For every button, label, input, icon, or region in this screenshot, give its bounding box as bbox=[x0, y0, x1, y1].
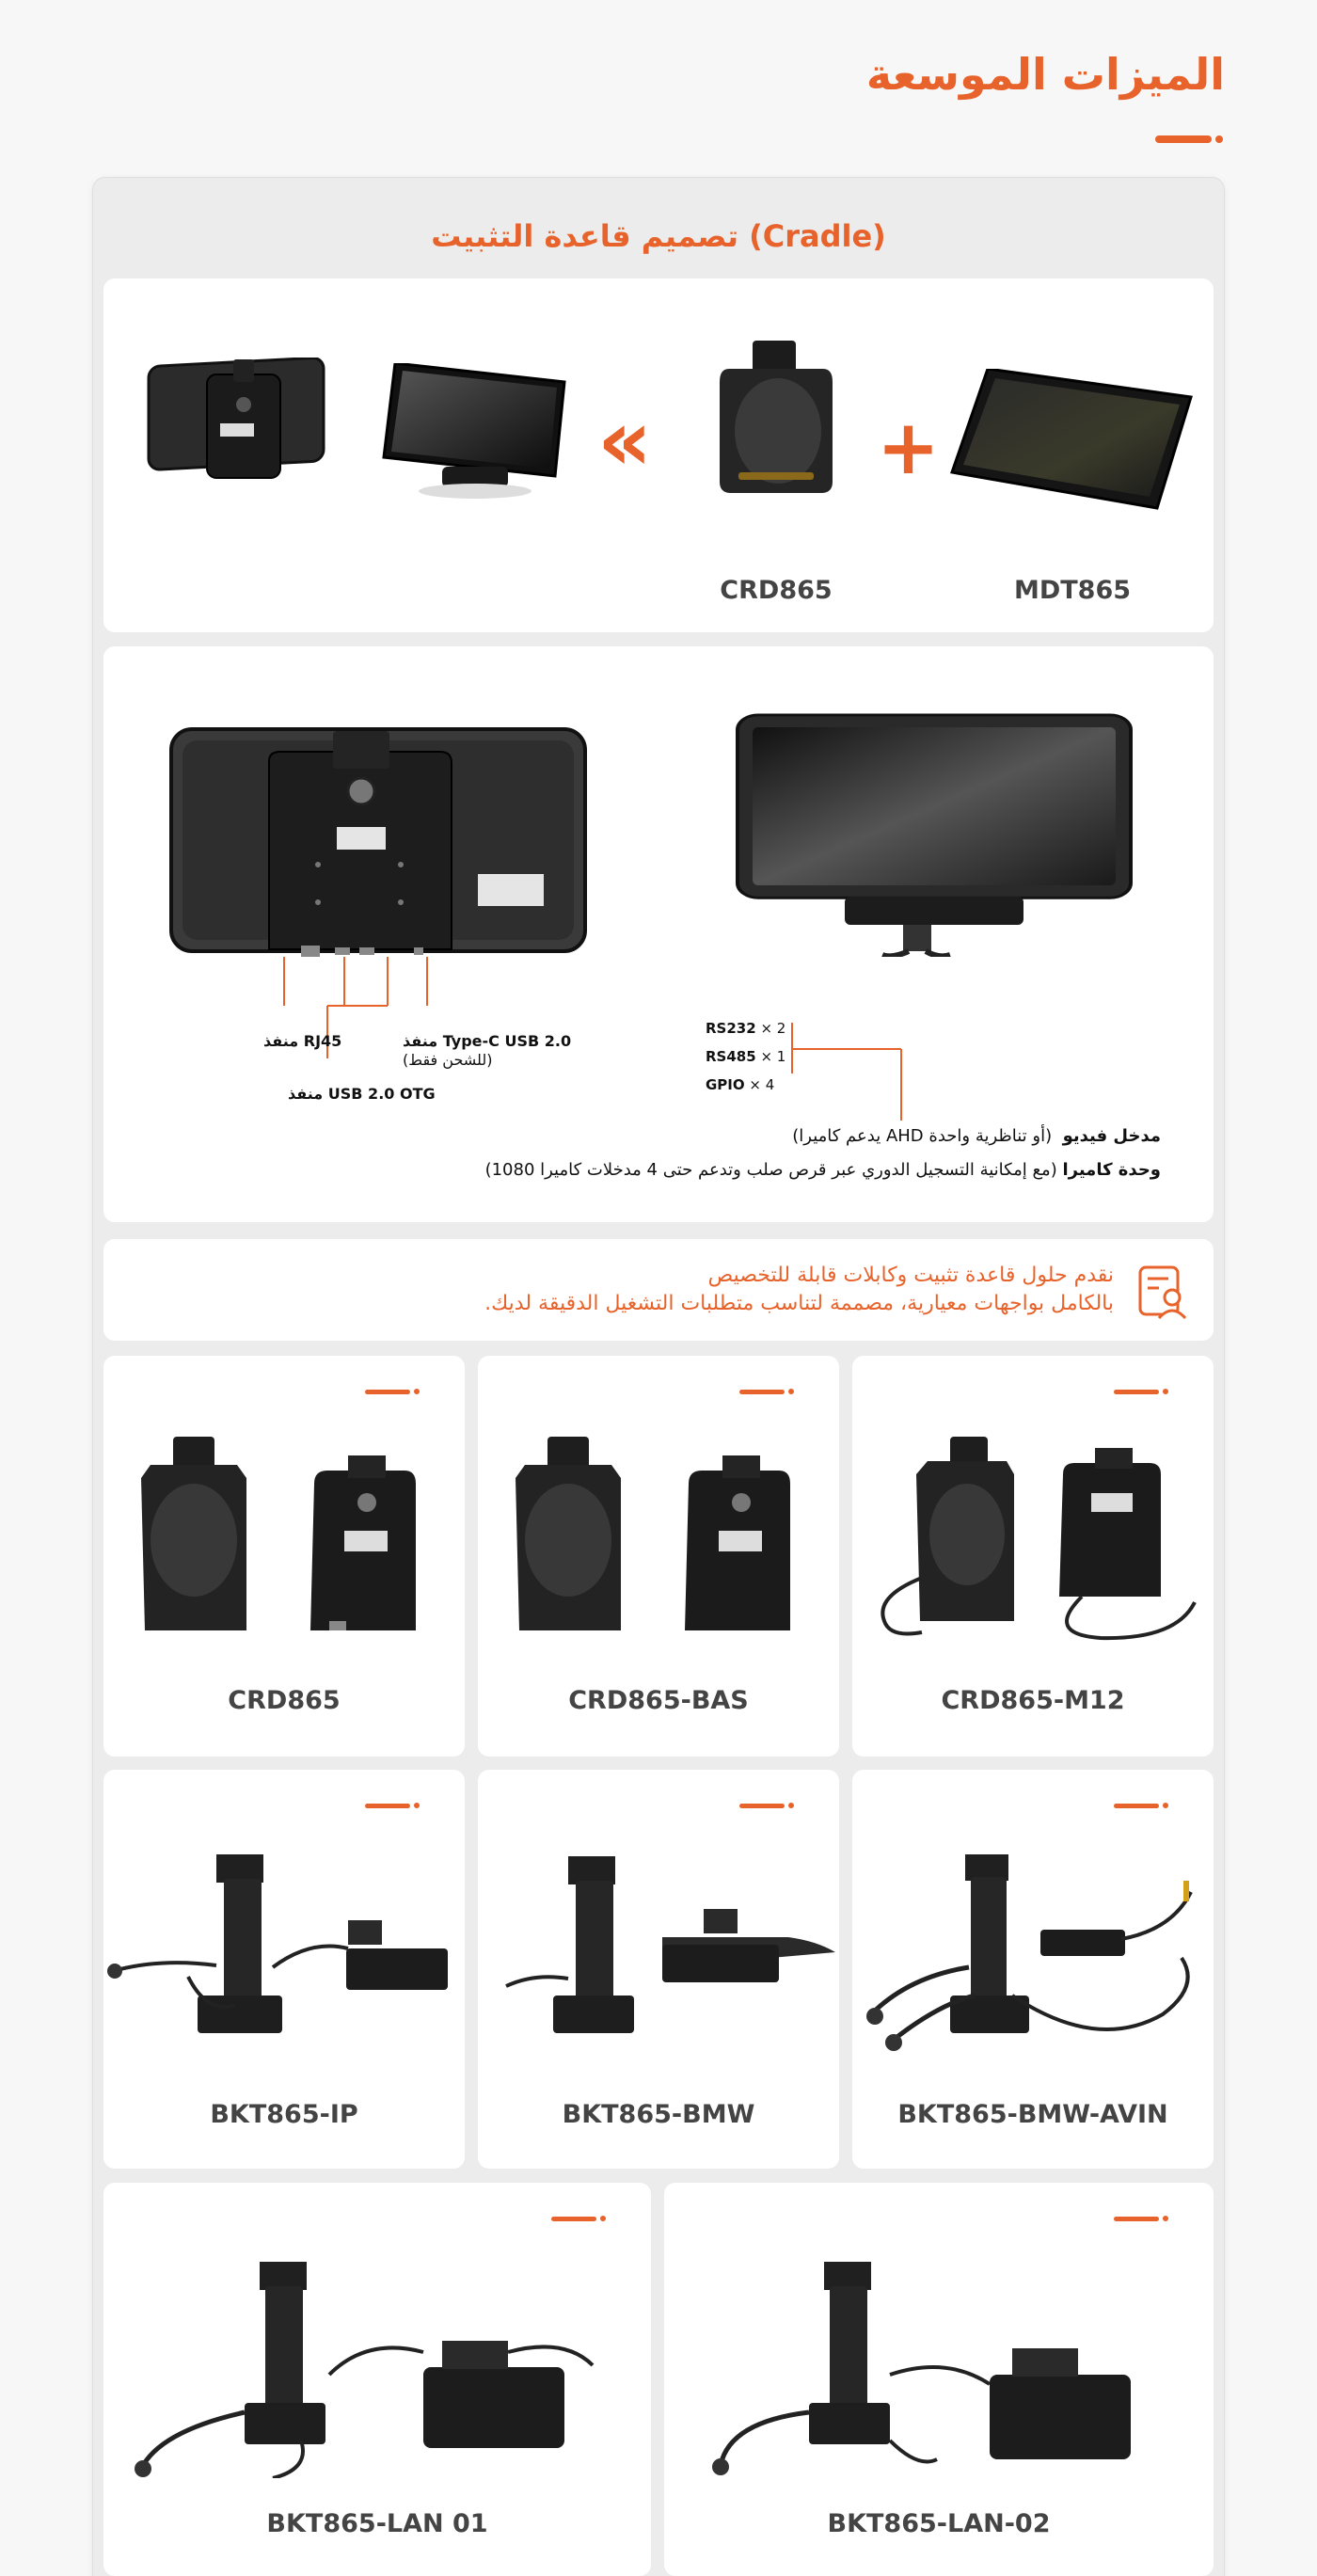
card-accent bbox=[1114, 2216, 1168, 2221]
card-accent bbox=[1114, 1803, 1168, 1808]
usb-otg-label: منفذ USB 2.0 OTG bbox=[288, 1085, 436, 1103]
product-image bbox=[852, 1854, 1214, 2061]
card-accent bbox=[739, 1389, 794, 1394]
card-accent bbox=[1114, 1389, 1168, 1394]
rs232-label: RS232 × 2 bbox=[706, 1020, 786, 1037]
product-label: BKT865-IP bbox=[210, 2100, 358, 2129]
product-card[interactable] bbox=[852, 1770, 1214, 2169]
product-image bbox=[122, 2262, 630, 2478]
product-label: BKT865-LAN-02 bbox=[827, 2509, 1051, 2538]
camera-module-desc: وحدة كاميرا (مع إمكانية التسجيل الدوري عبر قرص صلب وتدعم حتى 4 مدخلات كاميرا 1080) bbox=[484, 1160, 1161, 1180]
cradle-label: CRD865 bbox=[720, 576, 833, 605]
combo-card bbox=[103, 278, 1214, 632]
product-card[interactable] bbox=[478, 1770, 839, 2169]
result-arrow-icon: « bbox=[597, 391, 653, 490]
section-title: تصميم قاعدة التثبيت (Cradle) bbox=[431, 218, 886, 254]
video-input-desc: مدخل فيديو (أو تناظرية واحدة AHD يدعم كاميرا) bbox=[792, 1126, 1161, 1146]
tablet-front-image bbox=[950, 369, 1195, 510]
product-image bbox=[103, 1854, 465, 2043]
tablet-label: MDT865 bbox=[1013, 576, 1132, 605]
card-accent bbox=[739, 1803, 794, 1808]
title-underline bbox=[1155, 135, 1225, 143]
mounted-tablet-back-image bbox=[141, 358, 329, 489]
tablet-back-ports-image bbox=[167, 724, 591, 959]
card-accent bbox=[365, 1389, 420, 1394]
customization-card bbox=[103, 1239, 1214, 1341]
typec-label: منفذ Type-C USB 2.0 bbox=[403, 1032, 572, 1050]
cradle-image bbox=[710, 341, 842, 501]
plus-icon: + bbox=[877, 404, 941, 491]
custom-text-line1: نقدم حلول قاعدة تثبيت وكابلات قابلة للتخصيص bbox=[707, 1264, 1114, 1287]
product-label: BKT865-BMW bbox=[562, 2100, 755, 2129]
page-title: الميزات الموسعة bbox=[865, 49, 1225, 100]
gpio-label: GPIO × 4 bbox=[706, 1076, 775, 1093]
typec-note: (للشحن فقط) bbox=[403, 1051, 493, 1069]
ports-card bbox=[103, 646, 1214, 1222]
card-accent bbox=[365, 1803, 420, 1808]
product-image bbox=[478, 1854, 839, 2043]
product-label: CRD865 bbox=[228, 1686, 341, 1715]
custom-text-line2: بالكامل بواجهات معيارية، مصممة لتناسب متطلبات التشغيل الدقيقة لديك. bbox=[484, 1292, 1114, 1315]
io-leader-lines bbox=[790, 1021, 922, 1124]
product-image bbox=[500, 1437, 820, 1644]
tablet-on-stand-image bbox=[376, 363, 574, 504]
product-card[interactable] bbox=[478, 1356, 839, 1757]
product-label: CRD865-BAS bbox=[568, 1686, 749, 1715]
product-label: BKT865-BMW-AVIN bbox=[897, 2100, 1168, 2129]
product-label: CRD865-M12 bbox=[941, 1686, 1125, 1715]
custom-profile-icon bbox=[1135, 1264, 1191, 1320]
rj45-label: منفذ RJ45 bbox=[263, 1032, 342, 1050]
product-card[interactable] bbox=[103, 1770, 465, 2169]
rs485-label: RS485 × 1 bbox=[706, 1048, 786, 1065]
product-card[interactable] bbox=[664, 2183, 1214, 2576]
card-accent bbox=[551, 2216, 606, 2221]
product-card[interactable] bbox=[103, 2183, 651, 2576]
product-image bbox=[865, 1437, 1204, 1644]
port-leader-lines bbox=[273, 957, 461, 1089]
product-label: BKT865-LAN 01 bbox=[266, 2509, 488, 2538]
tablet-front-ports-image bbox=[732, 712, 1136, 957]
product-image bbox=[126, 1437, 446, 1644]
product-image bbox=[692, 2262, 1191, 2478]
product-card[interactable] bbox=[103, 1356, 465, 1757]
product-card[interactable] bbox=[852, 1356, 1214, 1757]
